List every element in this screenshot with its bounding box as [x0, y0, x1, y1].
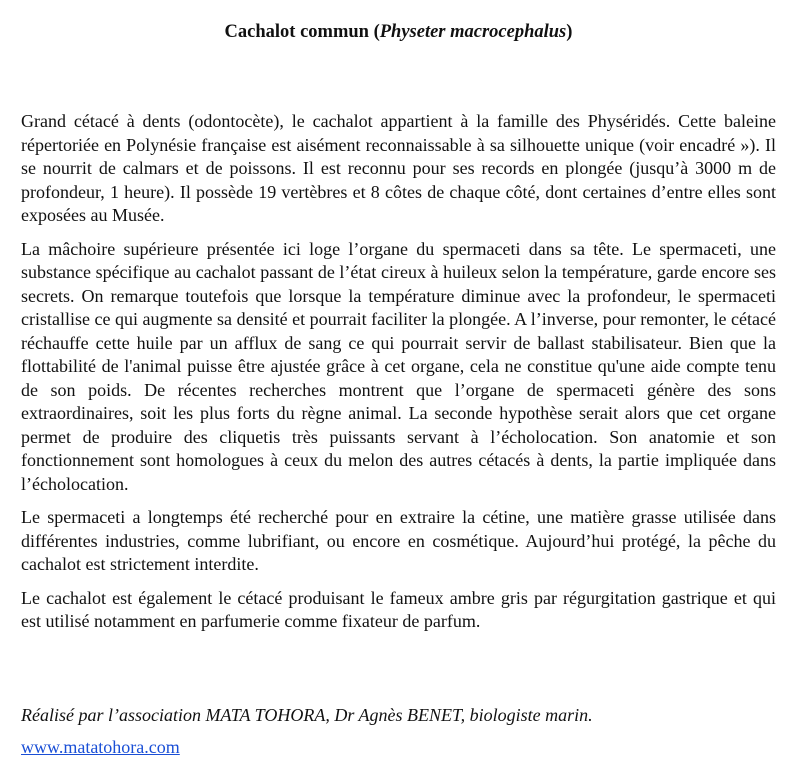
- paragraph-intro: Grand cétacé à dents (odontocète), le cachalot appartient à la famille des Physéridés. Cette baleine répertoriée en Polynésie française est aisément reconnaissable à sa silhouette unique (voir encadré »). Il se nourrit de calmars et de poissons. Il est reconnu pour ses records en plongée (jusqu’à 3000 m de profondeur, 1 heure). Il possède 19 vertèbres et 8 côtes de chaque côté, dont certaines d’entre elles sont exposées au Musée.: [21, 111, 776, 225]
- title-prefix: Cachalot commun (: [224, 22, 380, 42]
- body-text: [21, 110, 776, 634]
- paragraph-spermaceti-use: Le spermaceti a longtemps été recherché pour en extraire la cétine, une matière grasse utilisée dans différentes industries, comme lubrifiant, ou encore en cosmétique. Aujourd’hui protégé, la pêche du cachalot est strictement interdite.: [21, 507, 776, 574]
- paragraph-ambergris: Le cachalot est également le cétacé produisant le fameux ambre gris par régurgitation gastrique et qui est utilisé notamment en parfumerie comme fixateur de parfum.: [21, 587, 776, 631]
- paragraph-spermaceti-organ: La mâchoire supérieure présentée ici loge l’organe du spermaceti dans sa tête. Le spermaceti, une substance spécifique au cachalot passant de l’état cireux à huileux selon la température, garde encore ses secrets. On remarque toutefois que lorsque la température diminue avec la profondeur, le spermaceti cristallise ce qui augmente sa densité et pourrait faciliter la plongée. A l’inverse, pour remonter, le cétacé réchauffe cette huile par un afflux de sang ce qui pourrait servir de ballast stabilisateur. Bien que la flottabilité de l'animal puisse être ajustée grâce à cet organe, cela ne constitue qu'une aide compte tenu de son poids. De récentes recherches montrent que l’organe de spermaceti génère des sons extraordinaires, soit les plus forts du règne animal. La seconde hypothèse serait alors que cet organe permet de produire des cliquetis très puissants servant à l’écholocation. Son anatomie et son fonctionnement sont homologues à ceux du melon des autres cétacés à dents, la partie impliquée dans l’écholocation.: [21, 238, 776, 494]
- website-link[interactable]: www.matatohora.com: [21, 737, 180, 757]
- title-suffix: ): [566, 22, 573, 42]
- credit-line: Réalisé par l’association MATA TOHORA, Dr Agnès BENET, biologiste marin.: [21, 705, 593, 725]
- title-species: Physeter macrocephalus: [379, 22, 567, 42]
- document-page: [21, 0, 776, 757]
- page-title: [21, 20, 776, 44]
